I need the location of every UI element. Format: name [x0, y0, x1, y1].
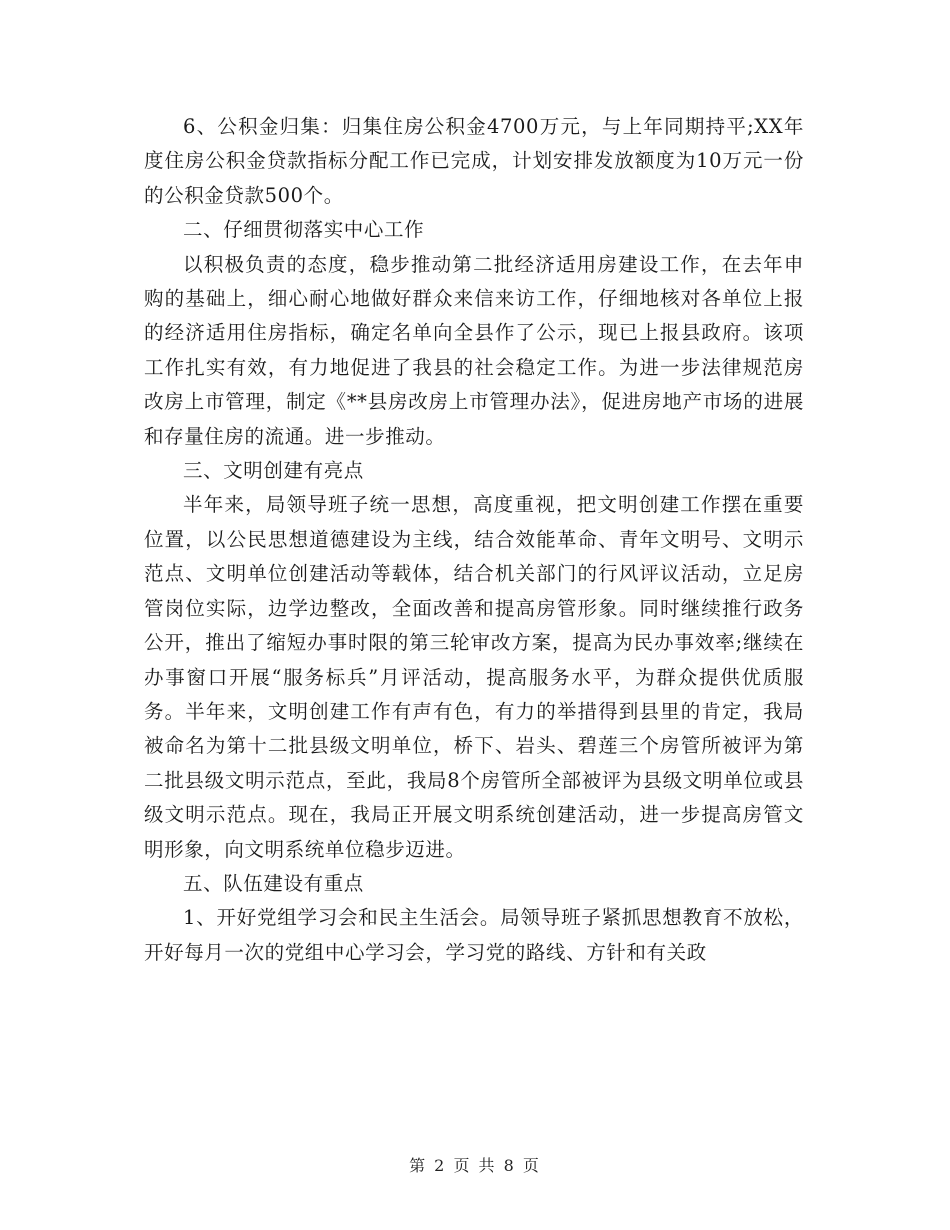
paragraph-civilization-work: 半年来，局领导班子统一思想，高度重视，把文明创建工作摆在重要位置，以公民思想道德建设为主线，结合效能革命、青年文明号、文明示范点、文明单位创建活动等载体，结合机关部门的行风评议活动，立足房管岗位实际，边学边整改，全面改善和提高房管形象。同时继续推行政务公开，推出了缩短办事时限的第三轮审改方案，提高为民办事效率;继续在办事窗口开展“服务标兵”月评活动，提高服务水平，为群众提供优质服务。半年来，文明创建工作有声有色，有力的举措得到县里的肯定，我局被命名为第十二批县级文明单位，桥下、岩头、碧莲三个房管所被评为第二批县级文明示范点，至此，我局8个房管所全部被评为县级文明单位或县级文明示范点。现在，我局正开展文明系统创建活动，进一步提高房管文明形象，向文明系统单位稳步迈进。	[144, 493, 804, 861]
section-heading-team-building: 五、队伍建设有重点	[183, 871, 364, 895]
page-number-footer: 第 2 页 共 8 页	[409, 1156, 541, 1175]
paragraph-party-study: 1、开好党组学习会和民主生活会。局领导班子紧抓思想教育不放松，开好每月一次的党组中心学习会，学习党的路线、方针和有关政	[144, 906, 804, 964]
section-heading-civilization: 三、文明创建有亮点	[183, 459, 364, 483]
section-heading-central-work: 二、仔细贯彻落实中心工作	[183, 218, 425, 242]
paragraph-affordable-housing: 以积极负责的态度，稳步推动第二批经济适用房建设工作，在去年申购的基础上，细心耐心地做好群众来信来访工作，仔细地核对各单位上报的经济适用住房指标，确定名单向全县作了公示，现已上报县政府。该项工作扎实有效，有力地促进了我县的社会稳定工作。为进一步法律规范房改房上市管理，制定《**县房改房上市管理办法》，促进房地产市场的进展和存量住房的流通。进一步推动。	[144, 252, 804, 448]
document-body	[144, 110, 804, 970]
paragraph-housing-fund: 6、公积金归集：归集住房公积金4700万元，与上年同期持平;XX年度住房公积金贷款指标分配工作已完成，计划安排发放额度为10万元一份的公积金贷款500个。	[144, 115, 804, 207]
